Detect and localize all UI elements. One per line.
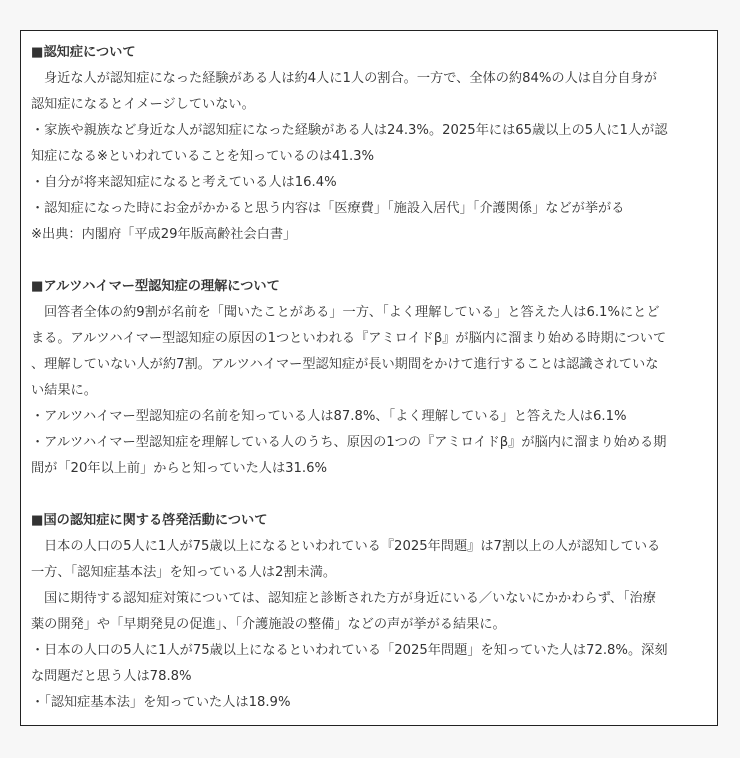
- section-heading-national-awareness: ■国の認知症に関する啓発活動について: [31, 513, 268, 528]
- paragraph-line: い結果に。: [31, 383, 97, 398]
- bullet-line: 知症になる※といわれていることを知っているのは41.3%: [31, 149, 375, 164]
- bullet-line: ・家族や親族など身近な人が認知症になった経験がある人は24.3%。2025年には65歳以上の5人に1人が認: [31, 123, 668, 138]
- paragraph-line: 薬の開発」や「早期発見の促進」、「介護施設の整備」などの声が挙がる結果に。: [31, 617, 506, 632]
- section-spacer: [31, 248, 707, 274]
- paragraph-line: 回答者全体の約9割が名前を「聞いたことがある」一方、「よく理解している」と答えた人は6.1%にとど: [44, 305, 660, 320]
- bullet-line: ・自分が将来認知症になると考えている人は16.4%: [31, 175, 337, 190]
- section-heading-alzheimers: ■アルツハイマー型認知症の理解について: [31, 279, 280, 294]
- article-box: [20, 30, 718, 726]
- paragraph-line: 、理解していない人が約7割。アルツハイマー型認知症が長い期間をかけて進行することは認識されていな: [31, 357, 659, 372]
- bullet-line: 間が「20年以上前」からと知っていた人は31.6%: [31, 461, 328, 476]
- paragraph-line: 認知症になるとイメージしていない。: [31, 97, 255, 112]
- paragraph-line: 身近な人が認知症になった経験がある人は約4人に1人の割合。一方で、全体の約84%の人は自分自身が: [44, 71, 657, 86]
- bullet-line: ・「認知症基本法」を知っていた人は18.9%: [31, 695, 291, 710]
- section-heading-dementia: ■認知症について: [31, 45, 136, 60]
- paragraph-line: 日本の人口の5人に1人が75歳以上になるといわれている『2025年問題』は7割以上の人が認知している: [44, 539, 661, 554]
- bullet-line: ・認知症になった時にお金がかかると思う内容は「医療費」「施設入居代」「介護関係」などが挙がる: [31, 201, 625, 216]
- paragraph-line: 国に期待する認知症対策については、認知症と診断された方が身近にいる／いないにかかわらず、「治療: [44, 591, 656, 606]
- paragraph-line: 一方、「認知症基本法」を知っている人は2割未満。: [31, 565, 337, 580]
- section-spacer: [31, 482, 707, 508]
- bullet-line: ・日本の人口の5人に1人が75歳以上になるといわれている「2025年問題」を知っていた人は72.8%。深刻: [31, 643, 668, 658]
- source-note: ※出典：内閣府「平成29年版高齢社会白書」: [31, 227, 297, 242]
- bullet-line: な問題だと思う人は78.8%: [31, 669, 192, 684]
- bullet-line: ・アルツハイマー型認知症を理解している人のうち、原因の1つの『アミロイドβ』が脳内に溜まり始める期: [31, 435, 667, 450]
- bullet-line: ・アルツハイマー型認知症の名前を知っている人は87.8%、「よく理解している」と答えた人は6.1%: [31, 409, 627, 424]
- paragraph-line: まる。アルツハイマー型認知症の原因の1つといわれる『アミロイドβ』が脳内に溜まり始める時期について: [31, 331, 667, 346]
